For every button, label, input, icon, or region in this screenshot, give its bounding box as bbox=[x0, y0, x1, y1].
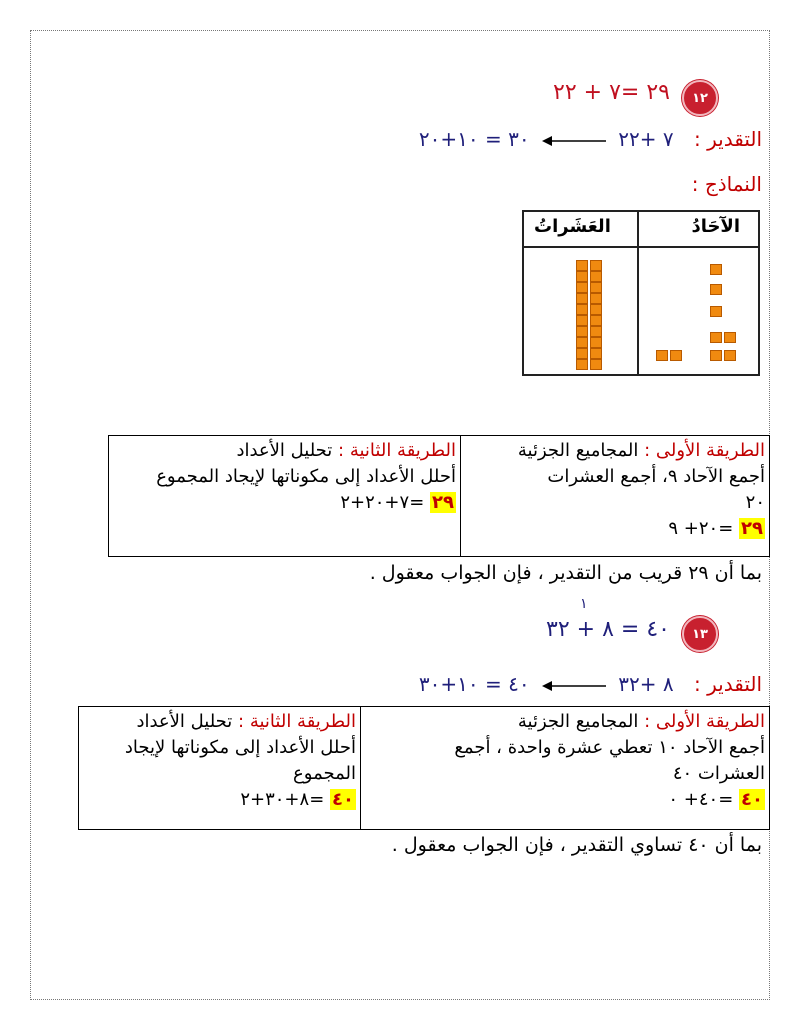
ones-header: الآحَادُ bbox=[691, 216, 740, 237]
method-two-title: الطريقة الثانية : bbox=[238, 711, 356, 732]
conclusion: بما أن ٢٩ قريب من التقدير ، فإن الجواب معقول . bbox=[369, 562, 762, 584]
carry-digit: ١ bbox=[580, 596, 588, 612]
models-label: النماذج : bbox=[691, 172, 762, 196]
method-one-name: المجاميع الجزئية bbox=[517, 711, 639, 732]
tens-rod bbox=[576, 260, 588, 370]
method-one-expression: =٢٠+ ٩ bbox=[668, 518, 734, 540]
estimate-expression: ٧ +٢٢ bbox=[618, 127, 674, 151]
method-two-name: تحليل الأعداد bbox=[236, 440, 333, 461]
ones-cube bbox=[710, 306, 722, 317]
left-arrow-icon bbox=[542, 135, 606, 147]
methods-table bbox=[108, 435, 770, 557]
ones-cube bbox=[710, 350, 722, 361]
ones-cube bbox=[710, 264, 722, 275]
ones-cube bbox=[724, 350, 736, 361]
ones-cube bbox=[710, 332, 722, 343]
left-arrow-icon bbox=[542, 680, 606, 692]
method-one-expression: =٤٠+ ٠ bbox=[668, 789, 734, 811]
estimate-line bbox=[419, 672, 762, 696]
ones-cube bbox=[656, 350, 668, 361]
tens-rod bbox=[590, 260, 602, 370]
ones-cube bbox=[710, 284, 722, 295]
estimate-result: ٤٠ = ١٠+٣٠ bbox=[418, 672, 530, 696]
model-divider bbox=[637, 212, 639, 374]
method-two-cell bbox=[109, 436, 461, 557]
method-two-title: الطريقة الثانية : bbox=[338, 440, 456, 461]
ones-cube bbox=[670, 350, 682, 361]
method-one-name: المجاميع الجزئية bbox=[517, 440, 639, 461]
ones-cube bbox=[724, 332, 736, 343]
method-one-answer: ٢٩ bbox=[741, 518, 763, 540]
method-one-answer: ٤٠ bbox=[741, 789, 763, 811]
method-two-expression: =٧+٢٠+٢ bbox=[340, 492, 425, 514]
method-two-cell bbox=[79, 707, 361, 830]
method-two-answer: ٤٠ bbox=[332, 789, 354, 811]
method-one-title: الطريقة الأولى : bbox=[644, 711, 765, 732]
method-one-step: أجمع الآحاد ١٠ تعطي عشرة واحدة ، أجمع bbox=[454, 737, 765, 759]
method-one-cell bbox=[461, 436, 770, 557]
conclusion: بما أن ٤٠ تساوي التقدير ، فإن الجواب معقول . bbox=[391, 834, 762, 856]
estimate-line bbox=[419, 127, 762, 151]
equation: ٤٠ = ٨ + ٣٢ bbox=[546, 617, 670, 642]
estimate-result: ٣٠ = ١٠+٢٠ bbox=[418, 127, 530, 151]
question-number-badge: ١٣ bbox=[682, 616, 718, 652]
tens-header: العَشَراتُ bbox=[534, 216, 611, 237]
method-two-step: المجموع bbox=[293, 763, 356, 785]
equation: ٢٩ =٧ + ٢٢ bbox=[553, 80, 670, 105]
method-one-title: الطريقة الأولى : bbox=[644, 440, 765, 461]
method-two-expression: =٨+٣٠+٢ bbox=[240, 789, 325, 811]
estimate-expression: ٨ +٣٢ bbox=[618, 672, 674, 696]
estimate-label: التقدير : bbox=[694, 127, 762, 151]
question-number-badge: ١٢ bbox=[682, 80, 718, 116]
base-ten-model bbox=[522, 210, 760, 376]
estimate-label: التقدير : bbox=[694, 672, 762, 696]
method-two-step: أحلل الأعداد إلى مكوناتها لإيجاد bbox=[124, 737, 356, 759]
method-one-cell bbox=[361, 707, 770, 830]
methods-table bbox=[78, 706, 770, 830]
method-two-step: أحلل الأعداد إلى مكوناتها لإيجاد المجموع bbox=[156, 466, 456, 488]
method-one-step: العشرات ٤٠ bbox=[672, 763, 765, 785]
method-two-answer: ٢٩ bbox=[432, 492, 454, 514]
method-one-step: ٢٠ bbox=[745, 492, 765, 514]
method-two-name: تحليل الأعداد bbox=[136, 711, 233, 732]
method-one-step: أجمع الآحاد ٩، أجمع العشرات bbox=[547, 466, 765, 488]
